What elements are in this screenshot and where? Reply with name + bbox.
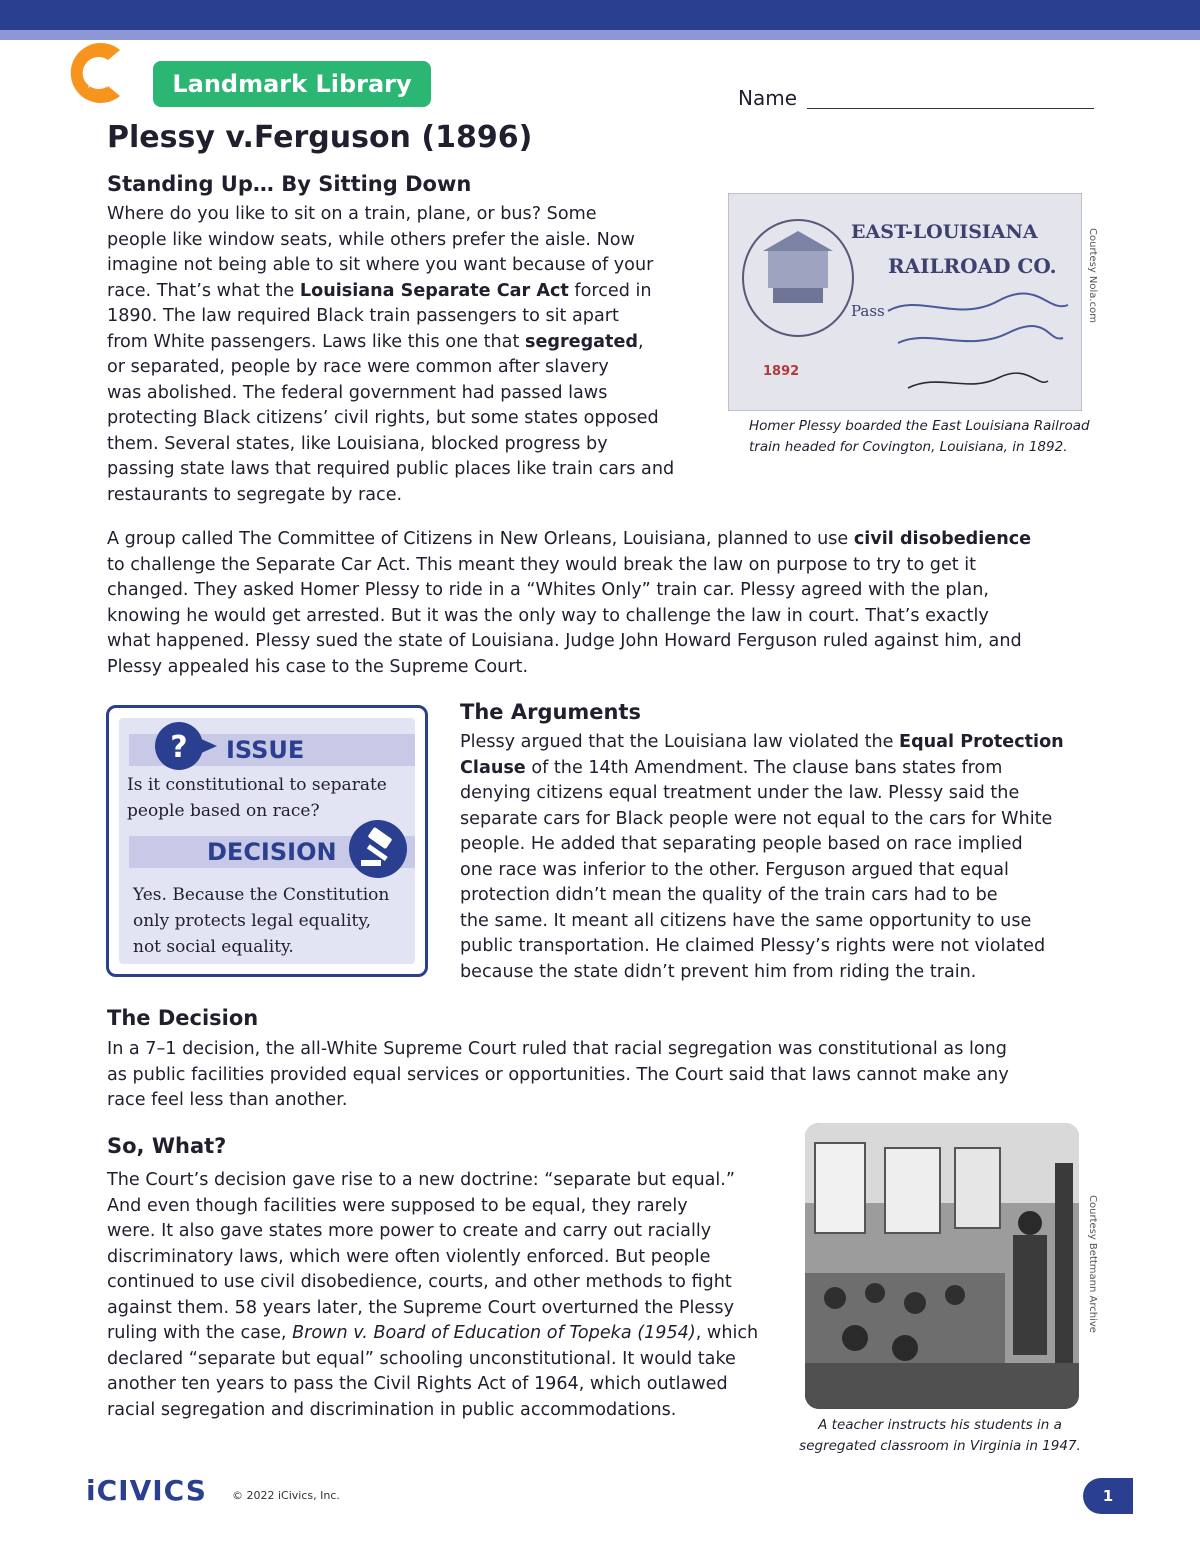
intro-paragraph: Where do you like to sit on a train, plane, or bus? Some people like window seats, while others prefer the aisle. Now imagine not being able to sit where you want because of your race. That’s what the Louisiana Separate Car Act forced in 1890. The law required Black train passengers to sit apart from White passengers. Laws like this one that segregated, or separated, people by race were common after slavery was abolished. The federal government had passed laws protecting Black citizens’ civil rights, but some states opposed them. Several states, like Louisiana, blocked progress by passing state laws that required public places like train cars and restaurants to segregate by race. — [107, 204, 675, 505]
so-what-paragraph: The Court’s decision gave rise to a new doctrine: “separate but equal.” And even though facilities were supposed to be equal, they rarely were. It also gave states more power to create and carry out racially discriminatory laws, which were often violently enforced. But people continued to use civil disobedience, courts, and other methods to fight against them. 58 years later, the Supreme Court overturned the Plessy ruling with the case, Brown v. Board of Education of Topeka (1954), which declared “separate but equal” schooling unconstitutional. It would take another ten years to pass the Civil Rights Act of 1964, which outlawed racial segregation and discrimination in public accommodations. — [107, 1170, 759, 1420]
landmark-library-badge: Landmark Library — [153, 61, 431, 107]
decision-text: Yes. Because the Constitution only protects legal equality, not social equality. — [133, 885, 390, 957]
question-bubble-icon — [153, 720, 221, 772]
svg-text:?: ? — [170, 730, 188, 765]
section-heading-decision: The Decision — [107, 1006, 259, 1030]
section-heading-arguments: The Arguments — [460, 700, 642, 724]
top-banner-stripe — [0, 30, 1200, 40]
railroad-ticket-photo — [728, 193, 1082, 411]
photo1-credit: Courtesy Nola.com — [1087, 228, 1098, 323]
name-label: Name — [738, 86, 798, 110]
name-field[interactable] — [807, 108, 1094, 109]
section-heading-so-what: So, What? — [107, 1134, 227, 1158]
svg-text:EAST-LOUISIANA: EAST-LOUISIANA — [851, 221, 1038, 243]
committee-paragraph: A group called The Committee of Citizens in New Orleans, Louisiana, planned to use civil disobedience to challenge the Separate Car Act. This meant they would break the law on purpose to try to get it changed. They asked Homer Plessy to ride in a “Whites Only” train car. Plessy agreed with the plan, knowing he would get arrested. But it was the only way to challenge the law in court. That’s exactly what happened. Plessy sued the state of Louisiana. Judge John Howard Ferguson ruled against him, and Plessy appealed his case to the Supreme Court. — [107, 529, 1032, 677]
gavel-icon — [347, 818, 409, 880]
svg-text:RAILROAD CO.: RAILROAD CO. — [888, 254, 1057, 278]
section-heading-standing-up: Standing Up… By Sitting Down — [107, 172, 472, 196]
classroom-photo — [805, 1123, 1079, 1409]
arguments-paragraph: Plessy argued that the Louisiana law violated the Equal Protection Clause of the 14th Amendment. The clause bans states from denying citizens equal treatment under the law. Plessy said the separate cars for Black people were not equal to the cars for White people. He added that separating people based on race implied one race was inferior to the other. Ferguson argued that equal protection didn’t mean the quality of the train cars had to be the same. It meant all citizens have the same opportunity to use public transportation. He claimed Plessy’s rights were not violated because the state didn’t prevent him from riding the train. — [460, 732, 1064, 982]
copyright-text: © 2022 iCivics, Inc. — [232, 1489, 340, 1502]
icivics-c-logo-icon — [68, 40, 128, 106]
photo2-credit: Courtesy Bettmann Archive — [1087, 1195, 1098, 1333]
decision-paragraph: In a 7–1 decision, the all-White Supreme Court ruled that racial segregation was constitutional as long as public facilities provided equal services or opportunities. The Court said that laws cannot make any race feel less than another. — [107, 1039, 1009, 1110]
issue-label: ISSUE — [226, 736, 305, 764]
issue-text: Is it constitutional to separate people based on race? — [127, 775, 387, 821]
issue-decision-box — [106, 705, 428, 977]
decision-label: DECISION — [207, 838, 337, 866]
icivics-logo: iCIVICS — [86, 1474, 207, 1507]
svg-text:Pass: Pass — [851, 302, 885, 320]
page-number: 1 — [1083, 1478, 1133, 1514]
page-title: Plessy v.Ferguson (1896) — [107, 120, 533, 155]
svg-text:1892: 1892 — [763, 364, 800, 379]
top-banner — [0, 0, 1200, 30]
photo2-caption: A teacher instructs his students in a segregated classroom in Virginia in 1947. — [799, 1417, 1081, 1454]
photo1-caption: Homer Plessy boarded the East Louisiana Railroad train headed for Covington, Louisiana, in 1892. — [749, 418, 1090, 455]
